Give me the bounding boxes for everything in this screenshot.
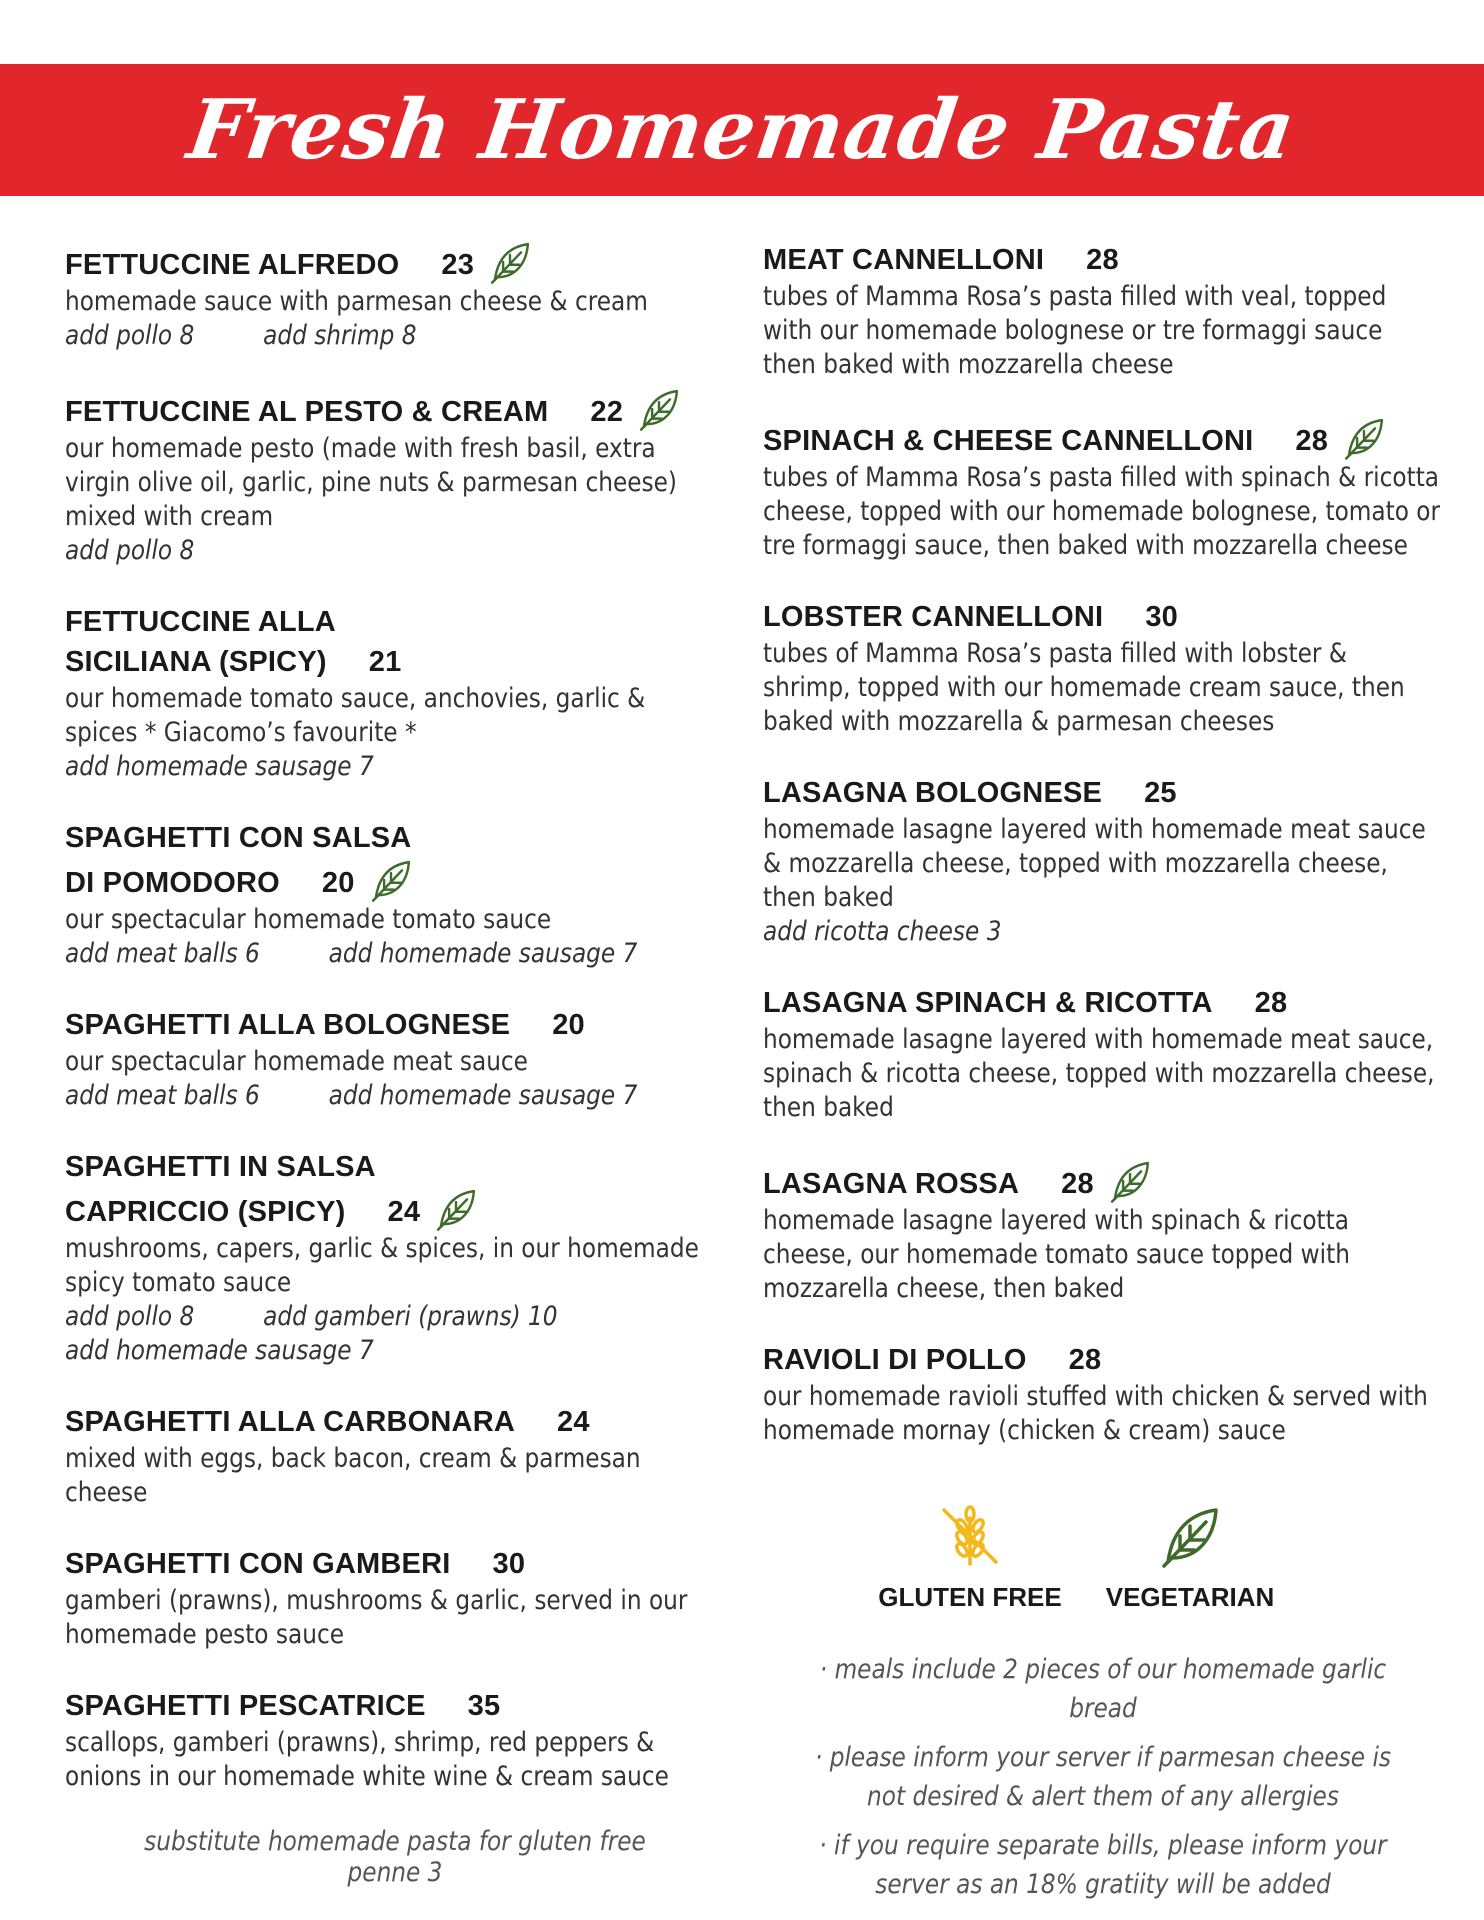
menu-item-name: SPAGHETTI IN SALSA	[65, 1151, 376, 1183]
leaf-icon	[369, 858, 413, 902]
menu-item-addon-row	[65, 534, 723, 568]
menu-item-description: tubes of Mamma Rosa’s pasta filled with veal, topped with our homemade bolognese or tre formaggi sauce then baked with mozzarella cheese	[763, 281, 1387, 380]
menu-item-description: tubes of Mamma Rosa’s pasta filled with lobster & shrimp, topped with our homemade cream sauce, then baked with mozzarella & parmesan cheeses	[763, 638, 1405, 737]
leaf-icon	[1108, 1159, 1152, 1203]
menu-item-price: 30	[492, 1548, 526, 1580]
menu-item-addon-row	[65, 937, 723, 971]
menu-item	[65, 240, 725, 353]
menu-item-name: LASAGNA SPINACH & RICOTTA	[763, 987, 1213, 1019]
menu-item-name-row	[65, 1005, 725, 1045]
menu-item-name-row	[65, 387, 725, 432]
menu-item	[763, 1340, 1443, 1448]
menu-item-name-row	[763, 1159, 1443, 1204]
menu-item-addon-row	[65, 750, 723, 784]
menu-item-price: 23	[441, 249, 475, 281]
menu-item-price: 21	[368, 646, 402, 678]
menu-item-name: FETTUCCINE ALLA	[65, 606, 336, 638]
menu-item-addon: add meat balls 6	[65, 938, 260, 969]
note-line: · please inform your server if parmesan cheese is not desired & alert them of any allergies	[814, 1742, 1392, 1812]
menu-item-price: 20	[321, 867, 355, 899]
note-line: · meals include 2 pieces of our homemade garlic bread	[819, 1654, 1387, 1724]
menu-item-name-row	[65, 240, 725, 285]
menu-item-description: scallops, gamberi (prawns), shrimp, red peppers & onions in our homemade white wine & cream sauce	[65, 1727, 669, 1792]
menu-item-name: SPAGHETTI CON GAMBERI	[65, 1548, 451, 1580]
menu-item-addon: add shrimp 8	[263, 320, 417, 351]
menu-item-addon-row	[65, 319, 723, 353]
menu-item-addon-row	[763, 915, 1441, 949]
menu-item-addon: add homemade sausage 7	[328, 1080, 638, 1111]
menu-item-description: mixed with eggs, back bacon, cream & parmesan cheese	[65, 1443, 641, 1508]
menu-item-name-row	[763, 773, 1443, 813]
menu-item-name: MEAT CANNELLONI	[763, 244, 1045, 276]
menu-item-description: homemade lasagne layered with spinach & ricotta cheese, our homemade tomato sauce topped with mozzarella cheese, then baked	[763, 1205, 1350, 1304]
menu-item-addon: add ricotta cheese 3	[763, 916, 1002, 947]
menu-item	[763, 1159, 1443, 1306]
leaf-icon	[488, 240, 532, 284]
menu-item-description: our homemade ravioli stuffed with chicken & served with homemade mornay (chicken & cream) sauce	[763, 1381, 1428, 1446]
menu-item-name-row	[65, 1187, 725, 1232]
menu-notes	[763, 1650, 1443, 1914]
substitute-note: substitute homemade pasta for gluten free penne 3	[144, 1826, 646, 1888]
menu-item-name: FETTUCCINE ALFREDO	[65, 249, 400, 281]
menu-item-price: 24	[556, 1406, 590, 1438]
menu-item-description: homemade sauce with parmesan cheese & cream	[65, 286, 648, 317]
menu-item-name: SPAGHETTI CON SALSA	[65, 822, 412, 854]
menu-item-name: LASAGNA ROSSA	[763, 1168, 1020, 1200]
menu-item-price: 28	[1086, 244, 1119, 276]
menu-item-name-row	[763, 416, 1443, 461]
menu-item-price: 35	[467, 1690, 501, 1722]
menu-item-addon: add pollo 8	[65, 1301, 195, 1332]
menu-item-addon: add homemade sausage 7	[65, 751, 374, 782]
menu-item-name: LOBSTER CANNELLONI	[763, 601, 1104, 633]
menu-item-price: 28	[1061, 1168, 1094, 1200]
menu-item-price: 24	[387, 1196, 421, 1228]
menu-item-price: 25	[1144, 777, 1177, 809]
menu-item	[763, 773, 1443, 949]
menu-item-addon: add meat balls 6	[65, 1080, 260, 1111]
menu-item-description: our spectacular homemade meat sauce	[65, 1046, 528, 1077]
leaf-icon	[434, 1187, 478, 1231]
menu-item-name: SPAGHETTI ALLA CARBONARA	[65, 1406, 515, 1438]
legend-vegetarian	[1090, 1504, 1290, 1613]
leaf-icon	[1342, 416, 1386, 460]
menu-item	[65, 387, 725, 568]
menu-item-description: homemade lasagne layered with homemade meat sauce, spinach & ricotta cheese, topped with mozzarella cheese, then baked	[763, 1024, 1435, 1123]
menu-item-name-row	[763, 983, 1443, 1023]
menu-item-name: FETTUCCINE AL PESTO & CREAM	[65, 396, 549, 428]
legend	[870, 1504, 1350, 1624]
gluten-free-icon	[938, 1504, 1002, 1568]
note-line: · if you require separate bills, please inform your server as an 18% gratiity will be added	[819, 1830, 1387, 1900]
menu-item-price: 28	[1295, 425, 1329, 457]
title-banner	[0, 64, 1484, 196]
menu-item-name: CAPRICCIO (SPICY)	[65, 1196, 346, 1228]
menu-item	[65, 1147, 725, 1368]
menu-item-name-row	[763, 1340, 1443, 1380]
legend-gluten-free	[870, 1504, 1070, 1613]
menu-item	[65, 1686, 725, 1794]
menu-item-addon: add pollo 8	[65, 535, 195, 566]
menu-item-name: LASAGNA BOLOGNESE	[763, 777, 1103, 809]
menu-item-description: homemade lasagne layered with homemade meat sauce & mozzarella cheese, topped with mozzarella cheese, then baked	[763, 814, 1426, 913]
menu-item-name-row	[763, 240, 1443, 280]
right-menu-column	[763, 240, 1443, 1482]
menu-item-addon-row	[65, 1079, 723, 1113]
menu-item-addon-row	[65, 1300, 723, 1334]
menu-item-description: our homemade tomato sauce, anchovies, garlic & spices * Giacomo’s favourite *	[65, 683, 646, 748]
leaf-icon	[637, 387, 681, 431]
menu-item-name-row	[65, 1402, 725, 1442]
menu-item-price: 22	[590, 396, 624, 428]
left-menu-column	[65, 240, 725, 1828]
menu-item-name: SICILIANA (SPICY)	[65, 646, 327, 678]
menu-item	[763, 240, 1443, 382]
menu-item-name-row	[65, 642, 725, 682]
menu-item-name-row	[65, 1544, 725, 1584]
menu-item-addon: add gamberi (prawns) 10	[263, 1301, 558, 1332]
legend-gluten-free-label: GLUTEN FREE	[878, 1582, 1062, 1612]
menu-item-name: DI POMODORO	[65, 867, 280, 899]
menu-item-description: our homemade pesto (made with fresh basil, extra virgin olive oil, garlic, pine nuts & parmesan cheese) mixed with cream	[65, 433, 677, 532]
menu-item-description: tubes of Mamma Rosa’s pasta filled with spinach & ricotta cheese, topped with our homemade bolognese, tomato or tre formaggi sauce, then baked with mozzarella cheese	[763, 462, 1441, 561]
leaf-icon	[1158, 1504, 1222, 1568]
menu-item-name: SPINACH & CHEESE CANNELLONI	[763, 425, 1254, 457]
menu-item-price: 28	[1254, 987, 1288, 1019]
legend-vegetarian-label: VEGETARIAN	[1105, 1582, 1275, 1612]
page-title: Fresh Homemade Pasta	[182, 82, 1302, 178]
menu-item-description: mushrooms, capers, garlic & spices, in our homemade spicy tomato sauce	[65, 1233, 699, 1298]
menu-item	[65, 1005, 725, 1113]
menu-item-price: 28	[1068, 1344, 1102, 1376]
menu-item	[763, 416, 1443, 563]
menu-item-name-row	[763, 597, 1443, 637]
menu-item-price: 30	[1145, 601, 1178, 633]
menu-item	[65, 1544, 725, 1652]
menu-item-name: SPAGHETTI PESCATRICE	[65, 1690, 426, 1722]
menu-item-price: 20	[552, 1009, 585, 1041]
menu-item	[763, 597, 1443, 739]
menu-item-addon-row	[65, 1334, 723, 1368]
menu-item-addon: add pollo 8	[65, 320, 195, 351]
menu-item-addon: add homemade sausage 7	[328, 938, 638, 969]
menu-item	[65, 818, 725, 971]
menu-item-name: RAVIOLI DI POLLO	[763, 1344, 1027, 1376]
menu-item	[65, 1402, 725, 1510]
menu-item-name-row	[65, 858, 725, 903]
menu-item-name-row	[65, 1686, 725, 1726]
menu-item	[763, 983, 1443, 1125]
menu-item-description: our spectacular homemade tomato sauce	[65, 904, 552, 935]
menu-item-description: gamberi (prawns), mushrooms & garlic, served in our homemade pesto sauce	[65, 1585, 688, 1650]
menu-item-name: SPAGHETTI ALLA BOLOGNESE	[65, 1009, 511, 1041]
menu-item-addon: add homemade sausage 7	[65, 1335, 374, 1366]
menu-item	[65, 602, 725, 784]
